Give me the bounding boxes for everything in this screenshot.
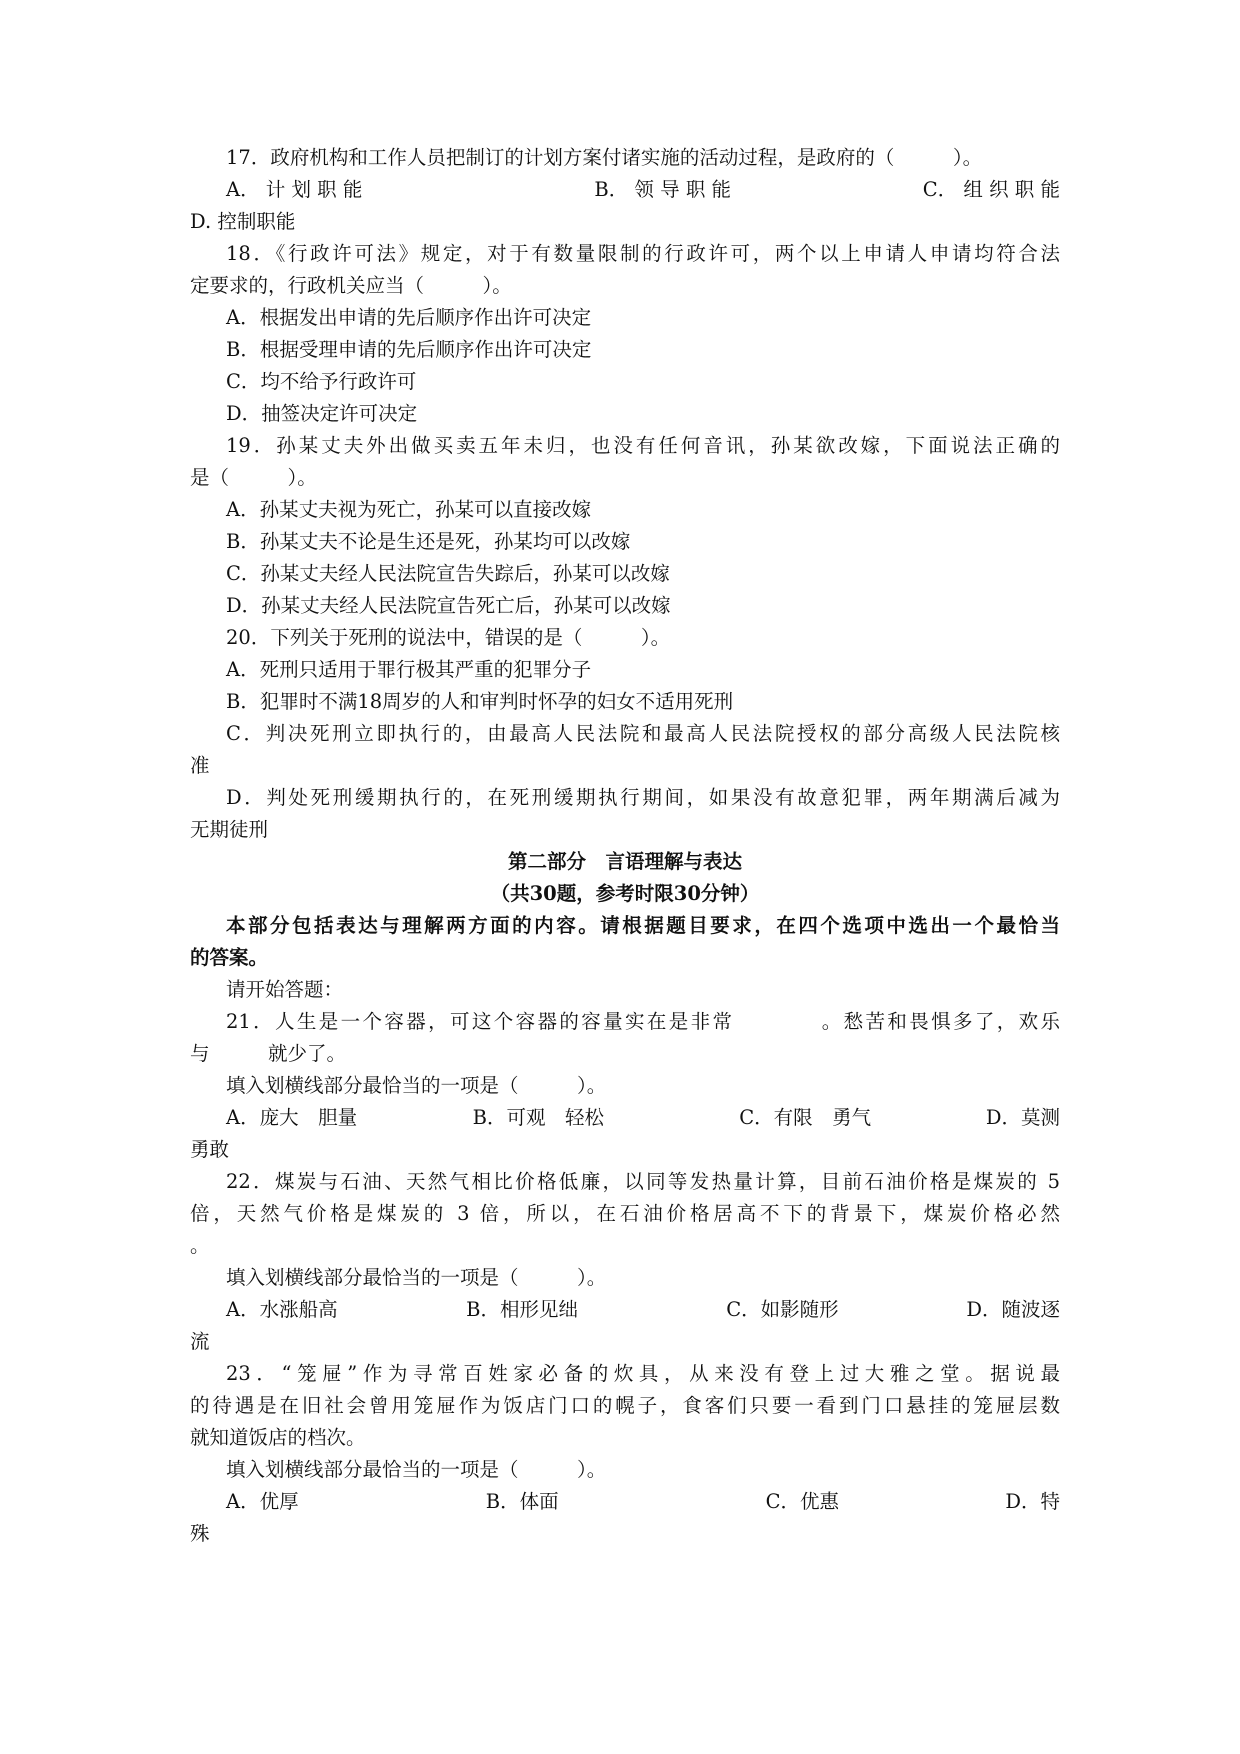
q17-option-a: A． 计 划 职 能 [226, 178, 363, 201]
q18-option-a: A．根据发出申请的先后顺序作出许可决定 [226, 306, 592, 329]
q22-options [226, 1294, 1060, 1326]
q23-option-b: B．体面 [485, 1490, 559, 1513]
q22-stem-line3: 。 [190, 1234, 210, 1257]
q21-option-d: D．莫测 [985, 1106, 1061, 1129]
q18-option-b: B．根据受理申请的先后顺序作出许可决定 [226, 338, 592, 361]
q22-prompt: 填入划横线部分最恰当的一项是（ ）。 [226, 1266, 607, 1289]
q18-option-d: D．抽签决定许可决定 [226, 402, 418, 425]
q17-option-b: B． 领 导 职 能 [594, 178, 732, 201]
q22-stem-line1: 22．煤炭与石油、天然气相比价格低廉，以同等发热量计算，目前石油价格是煤炭的 5 [226, 1170, 1060, 1193]
q20-option-a: A．死刑只适用于罪行极其严重的犯罪分子 [226, 658, 592, 681]
q21-option-b: B．可观 轻松 [472, 1106, 604, 1129]
q21-option-a: A．庞大 胆量 [226, 1106, 358, 1129]
q22-option-c: C．如影随形 [726, 1298, 839, 1321]
q19-option-b: B．孙某丈夫不论是生还是死，孙某均可以改嫁 [226, 530, 631, 553]
section-title: 第二部分 言语理解与表达 [507, 850, 742, 873]
q20-option-d-line1: D．判处死刑缓期执行的，在死刑缓期执行期间，如果没有故意犯罪，两年期满后减为 [226, 786, 1060, 809]
q22-option-d-cont: 流 [190, 1330, 210, 1353]
q19-stem-line2: 是（ ）。 [190, 466, 317, 489]
section-subtitle: （共30题，参考时限30分钟） [490, 882, 760, 905]
q21-stem-line1: 21．人生是一个容器，可这个容器的容量实在是非常 。愁苦和畏惧多了，欢乐 [226, 1010, 1060, 1033]
q18-stem-line2: 定要求的，行政机关应当（ ）。 [190, 274, 512, 297]
q19-option-a: A．孙某丈夫视为死亡，孙某可以直接改嫁 [226, 498, 592, 521]
q18-stem-line1: 18．《行政许可法》规定，对于有数量限制的行政许可，两个以上申请人申请均符合法 [226, 242, 1060, 265]
q22-option-d: D．随波逐 [966, 1298, 1061, 1321]
q17-option-d: D. 控制职能 [190, 210, 296, 233]
q23-options [226, 1486, 1060, 1518]
q20-stem: 20．下列关于死刑的说法中，错误的是（ ）。 [226, 626, 671, 649]
q21-prompt: 填入划横线部分最恰当的一项是（ ）。 [226, 1074, 607, 1097]
section-start: 请开始答题： [226, 978, 344, 1001]
q23-option-c: C．优惠 [765, 1490, 839, 1513]
q22-option-b: B．相形见绌 [466, 1298, 578, 1321]
q21-options [226, 1102, 1060, 1134]
q23-option-d: D．特 [1005, 1490, 1060, 1513]
q19-stem-line1: 19．孙某丈夫外出做买卖五年未归，也没有任何音讯，孙某欲改嫁，下面说法正确的 [226, 434, 1060, 457]
q21-stem-line2: 与 就少了。 [190, 1042, 347, 1065]
q23-prompt: 填入划横线部分最恰当的一项是（ ）。 [226, 1458, 607, 1481]
q20-option-c-line2: 准 [190, 754, 210, 777]
q19-option-d: D．孙某丈夫经人民法院宣告死亡后，孙某可以改嫁 [226, 594, 671, 617]
q17-options [226, 174, 1060, 206]
q23-stem-line3: 就知道饭店的档次。 [190, 1426, 366, 1449]
q20-option-b: B．犯罪时不满18周岁的人和审判时怀孕的妇女不适用死刑 [226, 690, 734, 713]
q23-stem-line1: 23．“笼屉”作为寻常百姓家必备的炊具，从来没有登上过大雅之堂。据说最 [226, 1362, 1060, 1385]
q21-option-d-cont: 勇敢 [190, 1138, 230, 1161]
q22-stem-line2: 倍，天然气价格是煤炭的 3 倍，所以，在石油价格居高不下的背景下，煤炭价格必然 [190, 1202, 1060, 1225]
q19-option-c: C．孙某丈夫经人民法院宣告失踪后，孙某可以改嫁 [226, 562, 670, 585]
q23-stem-line2: 的待遇是在旧社会曾用笼屉作为饭店门口的幌子，食客们只要一看到门口悬挂的笼屉层数 [190, 1394, 1060, 1417]
q17-option-c: C． 组 织 职 能 [922, 178, 1060, 201]
section-intro-line2: 的答案。 [190, 946, 269, 969]
q20-option-d-line2: 无期徒刑 [190, 818, 269, 841]
section-intro-line1: 本部分包括表达与理解两方面的内容。请根据题目要求，在四个选项中选出一个最恰当 [226, 914, 1060, 937]
q23-option-d-cont: 殊 [190, 1522, 210, 1545]
q22-option-a: A．水涨船高 [226, 1298, 338, 1321]
q21-option-c: C．有限 勇气 [739, 1106, 872, 1129]
q17-stem: 17．政府机构和工作人员把制订的计划方案付诸实施的活动过程，是政府的（ ）。 [226, 146, 983, 169]
q18-option-c: C．均不给予行政许可 [226, 370, 417, 393]
q20-option-c-line1: C．判决死刑立即执行的，由最高人民法院和最高人民法院授权的部分高级人民法院核 [226, 722, 1060, 745]
q23-option-a: A．优厚 [226, 1490, 299, 1513]
